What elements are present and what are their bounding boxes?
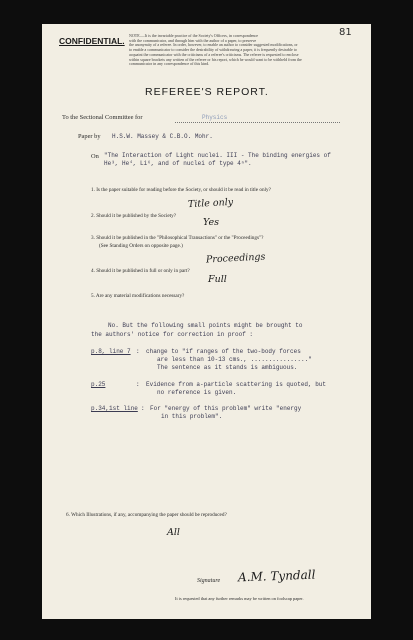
note-line: acquaint the communicator with the criticisms of a referee's criticisms. The referee is requested to enclose xyxy=(129,51,299,57)
committee-value: Physics xyxy=(202,114,228,121)
referee-report-sheet xyxy=(42,24,371,619)
comments-intro-2: the authors' notice for correction in proof : xyxy=(91,331,254,338)
question-6: 6. Which Illustrations, if any, accompanying the paper should be reproduced? xyxy=(66,512,227,518)
answer-4: Full xyxy=(208,274,227,285)
comment-colon-3: : xyxy=(141,405,145,412)
comment-1-line-2: are less than 10-13 cms., ................" xyxy=(157,356,312,363)
page-number: 81 xyxy=(339,27,352,38)
comment-1-line-1: change to "if ranges of the two-body forces xyxy=(146,348,301,355)
on-label: On xyxy=(91,153,99,160)
report-title: REFEREE'S REPORT. xyxy=(145,86,269,98)
committee-label: To the Sectional Committee for xyxy=(62,114,143,121)
paper-authors: H.S.W. Massey & C.B.O. Mohr. xyxy=(112,133,213,140)
comment-ref-3: p.34,1st line xyxy=(91,405,138,412)
note-line: within square brackets any written of the referee or his report, which he would want to be withheld from the xyxy=(129,56,302,62)
paper-title-line-1: "The Interaction of Light nuclei. III - The binding energies of xyxy=(104,152,331,159)
comment-1-line-3: The sentence as it stands is ambiguous. xyxy=(157,364,298,371)
comment-colon-1: : xyxy=(136,348,140,355)
comment-3-line-1: For "energy of this problem" write "energy xyxy=(150,405,302,412)
committee-rule xyxy=(175,122,340,123)
answer-6: All xyxy=(167,527,180,538)
signature: A.M. Tyndall xyxy=(237,567,316,585)
paper-title-line-2: He³, He⁴, Li⁶, and of nuclei of type 4ⁿ". xyxy=(104,160,252,167)
question-4: 4. Should it be published in full or only in part? xyxy=(91,268,190,274)
confidential-heading: CONFIDENTIAL. xyxy=(59,36,125,46)
question-2: 2. Should it be published by the Society? xyxy=(91,213,177,219)
comment-2-line-1: Evidence from a-particle scattering is quoted, but xyxy=(146,381,327,388)
comment-ref-2: p.25 xyxy=(91,381,106,388)
note-line: NOTE.—It is the invariable practice of the Society's Officers, in correspondence xyxy=(129,33,259,38)
note-line: with the communicator, and through him with the author of a paper, to preserve xyxy=(129,37,257,43)
answer-2: Yes xyxy=(203,217,219,228)
note-line: communicator in any correspondence of this kind. xyxy=(129,61,210,67)
anonymity-note xyxy=(129,34,361,67)
comment-ref-1: p.8, line 7 xyxy=(91,348,131,355)
footer-note: It is requested that any further remarks may be written on foolscap paper. xyxy=(175,596,304,601)
question-3: 3. Should it be published in the "Philosophical Transactions" or the "Proceedings"? xyxy=(91,235,264,241)
paper-label: Paper by xyxy=(78,133,101,140)
signature-label: Signature xyxy=(197,578,221,584)
comment-colon-2: : xyxy=(136,381,140,388)
question-3-note: (See Standing Orders on opposite page.) xyxy=(99,243,183,249)
comments-intro-1: No. But the following small points might be brought to xyxy=(108,322,303,329)
question-1: 1. Is the paper suitable for reading before the Society, or should it be read in title only? xyxy=(91,187,271,193)
comment-2-line-2: no reference is given. xyxy=(157,389,237,396)
answer-3: Proceedings xyxy=(205,251,266,266)
comment-3-line-2: in this problem". xyxy=(161,413,223,420)
answer-1: Title only xyxy=(187,196,234,211)
note-line: to enable a communicator to consider the desirability of withdrawing a paper, it is frequently desirable to xyxy=(129,47,297,53)
note-line: the anonymity of a referee. In order, however, to enable an author to consider suggested modifications, or xyxy=(129,42,298,48)
question-5: 5. Are any material modifications necessary? xyxy=(91,293,185,299)
